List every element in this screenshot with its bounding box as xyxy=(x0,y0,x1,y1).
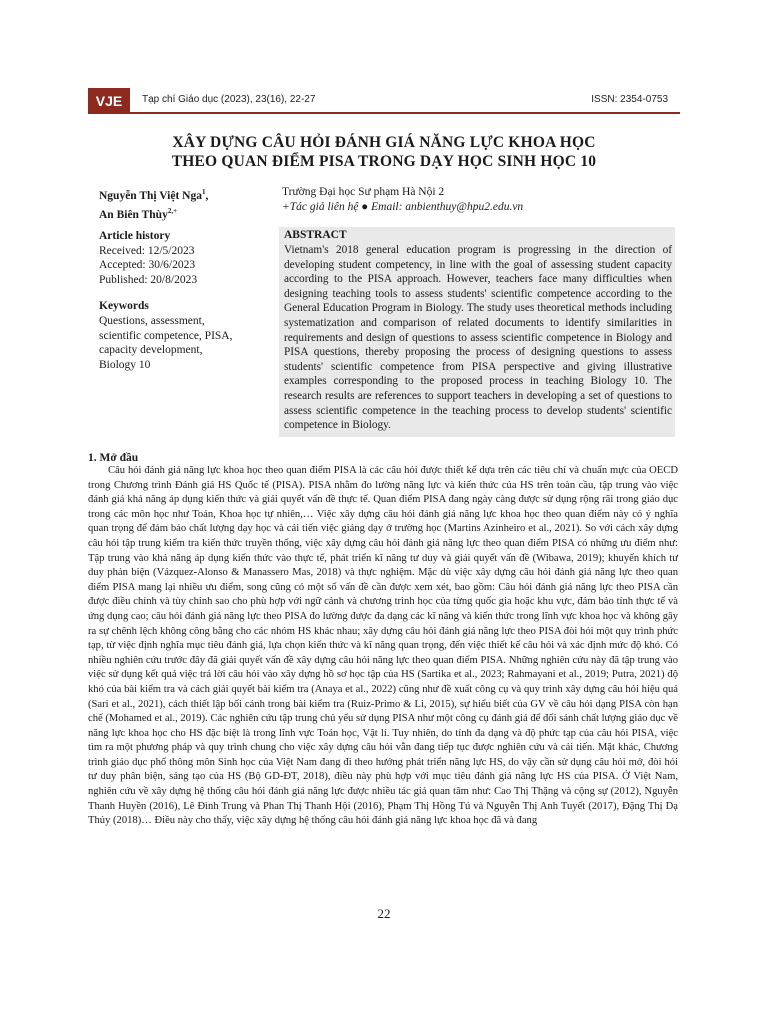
article-metadata xyxy=(99,229,269,372)
author-1-sup: 1 xyxy=(201,188,206,196)
author-2-sup: 2,+ xyxy=(167,206,178,215)
accepted-date: Accepted: 30/6/2023 xyxy=(99,259,196,272)
published-date: Published: 20/8/2023 xyxy=(99,273,198,286)
keyword-line: capacity development, xyxy=(99,344,203,357)
keyword-line: Biology 10 xyxy=(99,358,151,371)
page-number: 22 xyxy=(377,906,391,921)
article-title-line-1: XÂY DỰNG CÂU HỎI ĐÁNH GIÁ NĂNG LỰC KHOA HỌC xyxy=(172,134,596,151)
section-heading: 1. Mở đầu xyxy=(88,452,139,464)
author-list xyxy=(99,185,208,223)
author-1-name: Nguyễn Thị Việt Nga xyxy=(99,189,202,202)
keywords-heading: Keywords xyxy=(99,300,149,313)
author-2-name: An Biên Thùy xyxy=(99,208,168,221)
keyword-line: Questions, assessment, xyxy=(99,314,205,327)
author-1 xyxy=(99,185,208,204)
corresponding-author-email: +Tác giả liên hệ ● Email: anbienthuy@hpu2.edu.vn xyxy=(282,201,524,213)
body-paragraph: Câu hỏi đánh giá năng lực khoa học theo quan điểm PISA là các câu hỏi được thiết kế dựa trên các tiêu chí và chuẩn mực của OECD trong Chương trình Đánh giá HS Quốc tế (PISA). PISA nhằm đo lường năng lực và kiến thức của HS trên toàn cầu, tập trung vào việc đánh giá khả năng áp dụng kiến thức và giải quyết vấn đề thực tế. Quan điểm PISA đang ngày càng được sử dụng rộng rãi trong giáo dục trong các môn học như Toán, Khoa học tự nhiên,… Việc xây dựng câu hỏi đánh giá năng lực khoa học theo quan điểm này có ý nghĩa quan trọng để đảm bảo chất lượng dạy học và cải tiến việc giảng dạy ở trường học (Martins Azinheiro et al., 2021). So với cách xây dựng câu hỏi tập trung kiểm tra kiến thức truyền thống, việc xây dựng câu hỏi đánh giá năng lực theo quan điểm PISA có những ưu điểm như: Tập trung vào khả năng áp dụng kiến thức vào thực tế, phát triển kĩ năng tư duy và giải quyết vấn đề (Wibawa, 2019); khuyến khích tư duy phản biện (Vázquez-Alonso & Manassero Mas, 2018) và thực nghiệm. Mặc dù việc xây dựng câu hỏi đánh giá năng lực theo quan điểm PISA mang lại nhiều ưu điểm, song cũng có một số vấn đề cần được xem xét, bao gồm: Câu hỏi đánh giá năng lực theo PISA cần được điều chỉnh và tùy chỉnh sao cho phù hợp với ngữ cảnh và chương trình học của từng quốc gia hoặc khu vực, đảm bảo tính thực tế và ứng dụng cao; câu hỏi đánh giá năng lực theo PISA đo lường được đa dạng các kĩ năng và kiến thức trong lĩnh vực khoa học và không gây ra sự chênh lệch không công bằng cho các nhóm HS khác nhau; xây dựng câu hỏi đánh giá năng lực theo PISA đòi hỏi một quy trình phức tạp, từ việc định nghĩa mục tiêu đánh giá, lựa chọn kiến thức và kĩ năng quan trọng, đến việc thiết kế câu hỏi và xác định mức độ khó. Có nhiều nghiên cứu trước đây đã giải quyết vấn đề xây dựng câu hỏi năng lực theo quan điểm PISA. Những nghiên cứu này đã tập trung vào việc sử dụng kết quả việc trả lời câu hỏi vào xây dựng hồ sơ học tập của HS (Sartika et al., 2023; Rahmayani et al., 2019; Putra, 2021) độ khó của bài kiểm tra và cách giải quyết bài kiểm tra (Anaya et al., 2022) cũng như đề xuất công cụ và quy trình xây dựng câu hỏi hiệu quả (Sari et al., 2021), cách thiết lập bối cảnh trong bài kiểm tra (Ruiz-Primo & Li, 2015), sự hiểu biết của GV về câu hỏi dạng PISA còn hạn chế (Mohamed et al., 2019). Các nghiên cứu tập trung chủ yếu sử dụng PISA như một công cụ đánh giá để đối sánh chất lượng giáo dục về năng lực khoa học cho HS đặc biệt là trong lĩnh vực Toán học, Vật lí. Tuy nhiên, do tính đa dạng và độ phức tạp của câu hỏi PISA, việc tìm ra một phương pháp và quy trình chung cho việc xây dựng câu hỏi vẫn đang tiếp tục được nghiên cứu và cải tiến. Mặt khác, Chương trình giáo dục phổ thông môn Sinh học của Việt Nam đang đi theo hướng phát triển năng lực HS, do vậy cần sử dụng câu hỏi mở, đòi hỏi tư duy phân biện, sáng tạo của HS (Bộ GD-ĐT, 2018), điều này phù hợp với mục tiêu đánh giá năng lực HS của PISA. Ở Việt Nam, nghiên cứu về xây dựng hệ thống câu hỏi đánh giá năng lực được nhiều tác giả quan tâm như: Cao Thị Thặng và cộng sự (2012), Nguyễn Thanh Huyền (2016), Lê Đình Trung và Phan Thị Thanh Hội (2016), Phạm Thị Hồng Tú và Nguyễn Thị Anh Tuyết (2017), Đặng Thị Dạ Thủy (2018)… Điều này cho thấy, việc xây dựng hệ thống câu hỏi đánh giá năng lực khoa học đã và đang xyxy=(88,465,678,827)
history-heading: Article history xyxy=(99,230,171,242)
journal-logo: VJE xyxy=(88,88,130,114)
journal-citation: Tạp chí Giáo dục (2023), 23(16), 22-27 xyxy=(142,94,316,105)
affiliation-institution: Trường Đại học Sư phạm Hà Nội 2 xyxy=(282,186,445,198)
keyword-line: scientific competence, PISA, xyxy=(99,329,233,342)
header-rule xyxy=(130,112,680,114)
author-1-suffix: , xyxy=(205,189,209,202)
article-title-line-2: THEO QUAN ĐIỂM PISA TRONG DẠY HỌC SINH HỌC 10 xyxy=(171,153,597,170)
abstract-text: Vietnam's 2018 general education program is progressing in the direction of developing student competency, in line with the goal of assessing student capacity according to the PISA approach. However, teachers face many difficulties when designing teaching tools to assess students' scientific competence according to the General Education Program in Biology. The study uses theoretical methods including systematization and comparison of related documents to identify similarities in requirements and design of questions to assess scientific competence in Biology and PISA questions, thereby proposing the process of designing questions to assess students' scientific competence from PISA perspective and giving illustrative examples corresponding to the proposed process in teaching Biology 10. The research results are references to support teachers in developing a set of questions to assess scientific competence in the teaching process to develop students' scientific competence in Biology. xyxy=(284,244,672,432)
issn-label: ISSN: 2354-0753 xyxy=(591,94,668,105)
journal-header xyxy=(88,88,680,114)
received-date: Received: 12/5/2023 xyxy=(99,244,195,257)
abstract-heading: ABSTRACT xyxy=(284,229,347,241)
affiliation xyxy=(282,185,523,215)
author-2 xyxy=(99,204,208,223)
